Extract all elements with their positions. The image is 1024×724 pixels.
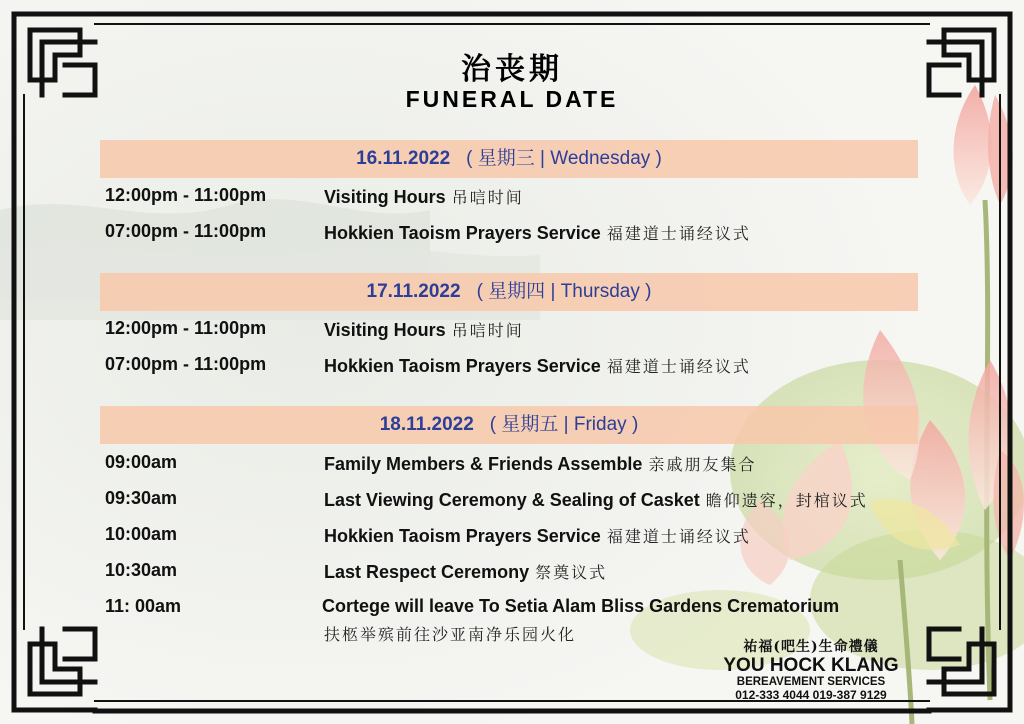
event-description bbox=[324, 221, 751, 244]
event-time: 09:00am bbox=[105, 452, 178, 472]
title-chinese: 治丧期 bbox=[461, 52, 563, 87]
event-time: 07:00pm - 11:00pm bbox=[105, 221, 267, 241]
date: 17.11.2022 bbox=[366, 281, 461, 302]
event-description bbox=[324, 524, 751, 547]
weekday-suffix: ) bbox=[639, 281, 652, 302]
weekday-english: Thursday bbox=[560, 281, 640, 302]
event-row bbox=[0, 354, 1024, 380]
event-desc-chinese: 福建道士诵经议式 bbox=[606, 527, 751, 546]
event-row bbox=[0, 596, 1024, 622]
title-english: FUNERAL DATE bbox=[405, 86, 619, 112]
event-desc-chinese: 吊唁时间 bbox=[451, 188, 524, 207]
event-time: 11: 00am bbox=[105, 596, 182, 616]
event-description bbox=[324, 318, 524, 341]
event-row bbox=[0, 318, 1024, 344]
event-desc-chinese: 亲戚朋友集合 bbox=[648, 455, 757, 474]
event-desc-english: Last Viewing Ceremony & Sealing of Casket bbox=[324, 490, 700, 510]
brand-block bbox=[706, 636, 916, 702]
event-desc-english: Visiting Hours bbox=[324, 187, 446, 207]
brand-name: YOU HOCK KLANG bbox=[723, 655, 899, 676]
event-description bbox=[324, 354, 751, 377]
event-description bbox=[324, 488, 868, 511]
event-row bbox=[0, 221, 1024, 247]
brand-subtitle: BEREAVEMENT SERVICES bbox=[736, 676, 886, 688]
brand-name-chinese: 祐福(吧生)生命禮儀 bbox=[743, 639, 879, 655]
event-time: 10:30am bbox=[105, 560, 178, 580]
event-desc-english: Hokkien Taoism Prayers Service bbox=[324, 356, 601, 376]
date-bar-day-2 bbox=[100, 273, 918, 311]
event-description bbox=[322, 596, 839, 617]
event-row bbox=[0, 560, 1024, 586]
event-description bbox=[324, 185, 524, 208]
weekday-prefix: ( 星期五 | bbox=[489, 414, 574, 435]
brand-phones: 012-333 4044 019-387 9129 bbox=[735, 688, 887, 702]
event-desc-english: Family Members & Friends Assemble bbox=[324, 454, 643, 474]
weekday-english: Wednesday bbox=[550, 148, 651, 169]
weekday-prefix: ( 星期四 | bbox=[476, 281, 561, 302]
weekday-english: Friday bbox=[573, 414, 627, 435]
event-desc-chinese: 祭奠议式 bbox=[535, 563, 608, 582]
event-time: 10:00am bbox=[105, 524, 178, 544]
date-bar-day-3 bbox=[100, 406, 918, 444]
event-desc-english: Visiting Hours bbox=[324, 320, 446, 340]
event-desc-chinese-line2: 扶柩举殡前往沙亚南净乐园火化 bbox=[324, 625, 577, 644]
event-time: 09:30am bbox=[105, 488, 178, 508]
date-bar-day-1 bbox=[100, 140, 918, 178]
event-row bbox=[0, 185, 1024, 211]
event-row bbox=[0, 452, 1024, 478]
event-desc-chinese: 福建道士诵经议式 bbox=[606, 224, 751, 243]
event-desc-chinese: 福建道士诵经议式 bbox=[606, 357, 751, 376]
event-description bbox=[324, 560, 607, 583]
weekday-suffix: ) bbox=[650, 148, 662, 169]
event-desc-chinese: 瞻仰遗容，封棺议式 bbox=[705, 491, 868, 510]
event-time: 12:00pm - 11:00pm bbox=[105, 318, 267, 338]
event-time: 07:00pm - 11:00pm bbox=[105, 354, 267, 374]
event-desc-english: Hokkien Taoism Prayers Service bbox=[324, 223, 601, 243]
event-desc-chinese: 吊唁时间 bbox=[451, 321, 524, 340]
date: 18.11.2022 bbox=[379, 414, 474, 435]
weekday-prefix: ( 星期三 | bbox=[466, 148, 551, 169]
event-row bbox=[0, 524, 1024, 550]
event-desc-english: Last Respect Ceremony bbox=[324, 562, 530, 582]
event-description bbox=[324, 452, 756, 475]
weekday-suffix: ) bbox=[626, 414, 639, 435]
event-row bbox=[0, 488, 1024, 514]
event-desc-english: Hokkien Taoism Prayers Service bbox=[324, 526, 601, 546]
event-time: 12:00pm - 11:00pm bbox=[105, 185, 267, 205]
event-desc-english: Cortege will leave To Setia Alam Bliss Gardens Crematorium bbox=[322, 596, 840, 616]
date: 16.11.2022 bbox=[356, 148, 451, 169]
